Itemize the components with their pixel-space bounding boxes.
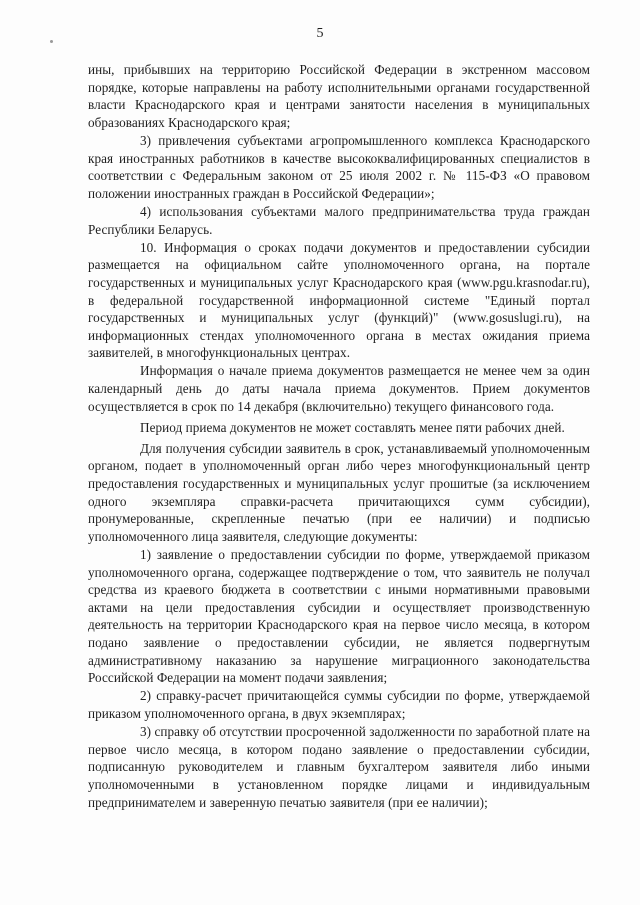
document-body [88,61,590,812]
paragraph: 4) использования субъектами малого предпринимательства труда граждан Республики Беларусь. [88,203,590,237]
paragraph: Для получения субсидии заявитель в срок, устанавливаемый уполномоченным органом, подает в уполномоченный орган либо через многофункциональный центр предоставления государственных и муниципальных услуг прошитые (за исключением одного экземпляра справки-расчета причитающихся сумм субсидии), пронумерованные, скрепленные печатью (при ее наличии) и подписью уполномоченного лица заявителя, следующие документы: [88,440,590,544]
page-number: 5 [316,26,324,41]
paragraph: 3) справку об отсутствии просроченной задолженности по заработной плате на первое число месяца, в котором подано заявление о предоставлении субсидии, подписанную руководителем и главным бухгалтером заявителя либо иными уполномоченными в установленном порядке лицами и индивидуальным предпринимателем и заверенную печатью заявителя (при ее наличии); [88,724,590,810]
paragraph: Период приема документов не может составлять менее пяти рабочих дней. [140,419,565,435]
paragraph: 3) привлечения субъектами агропромышленного комплекса Краснодарского края иностранных работников в качестве высококвалифицированных специалистов в соответствии с Федеральным законом от 25 июля 2002 г. № 115-ФЗ «О правовом положении иностранных граждан в Российской Федерации»; [88,132,590,201]
paragraph: ины, прибывших на территорию Российской Федерации в экстренном массовом порядке, которые направлены на работу исполнительными органами государственной власти Краснодарского края и центрами занятости населения в муниципальных образованиях Краснодарского края; [88,62,590,130]
paragraph: 2) справку-расчет причитающейся суммы субсидии по форме, утверждаемой приказом уполномоченного органа, в двух экземплярах; [88,688,590,721]
paragraph: 1) заявление о предоставлении субсидии по форме, утверждаемой приказом уполномоченного органа, содержащее подтверждение о том, что заявитель не получал средства из краевого бюджета в соответствии с иными нормативными правовыми актами на цели предоставления субсидии и осуществляет производственную деятельность на территории Краснодарского края на первое число месяца, в котором подано заявление о предоставлении субсидии, не является подвергнутым административному наказанию за нарушение миграционного законодательства Российской Федерации на момент подачи заявления; [88,547,590,686]
paragraph: 10. Информация о сроках подачи документов и предоставлении субсидии размещается на официальном сайте уполномоченного органа, на портале государственных и муниципальных услуг Краснодарского края (www.pgu.krasnodar.ru), в федеральной государственной информационной системе "Единый портал государственных и муниципальных услуг (функций)" (www.gosuslugi.ru), на информационных стендах уполномоченного органа в местах ожидания приема заявителей, в многофункциональных центрах. [88,239,590,361]
paragraph: Информация о начале приема документов размещается не менее чем за один календарный день до даты начала приема документов. Прием документов осуществляется в срок по 14 декабря (включительно) текущего финансового года. [88,363,590,414]
